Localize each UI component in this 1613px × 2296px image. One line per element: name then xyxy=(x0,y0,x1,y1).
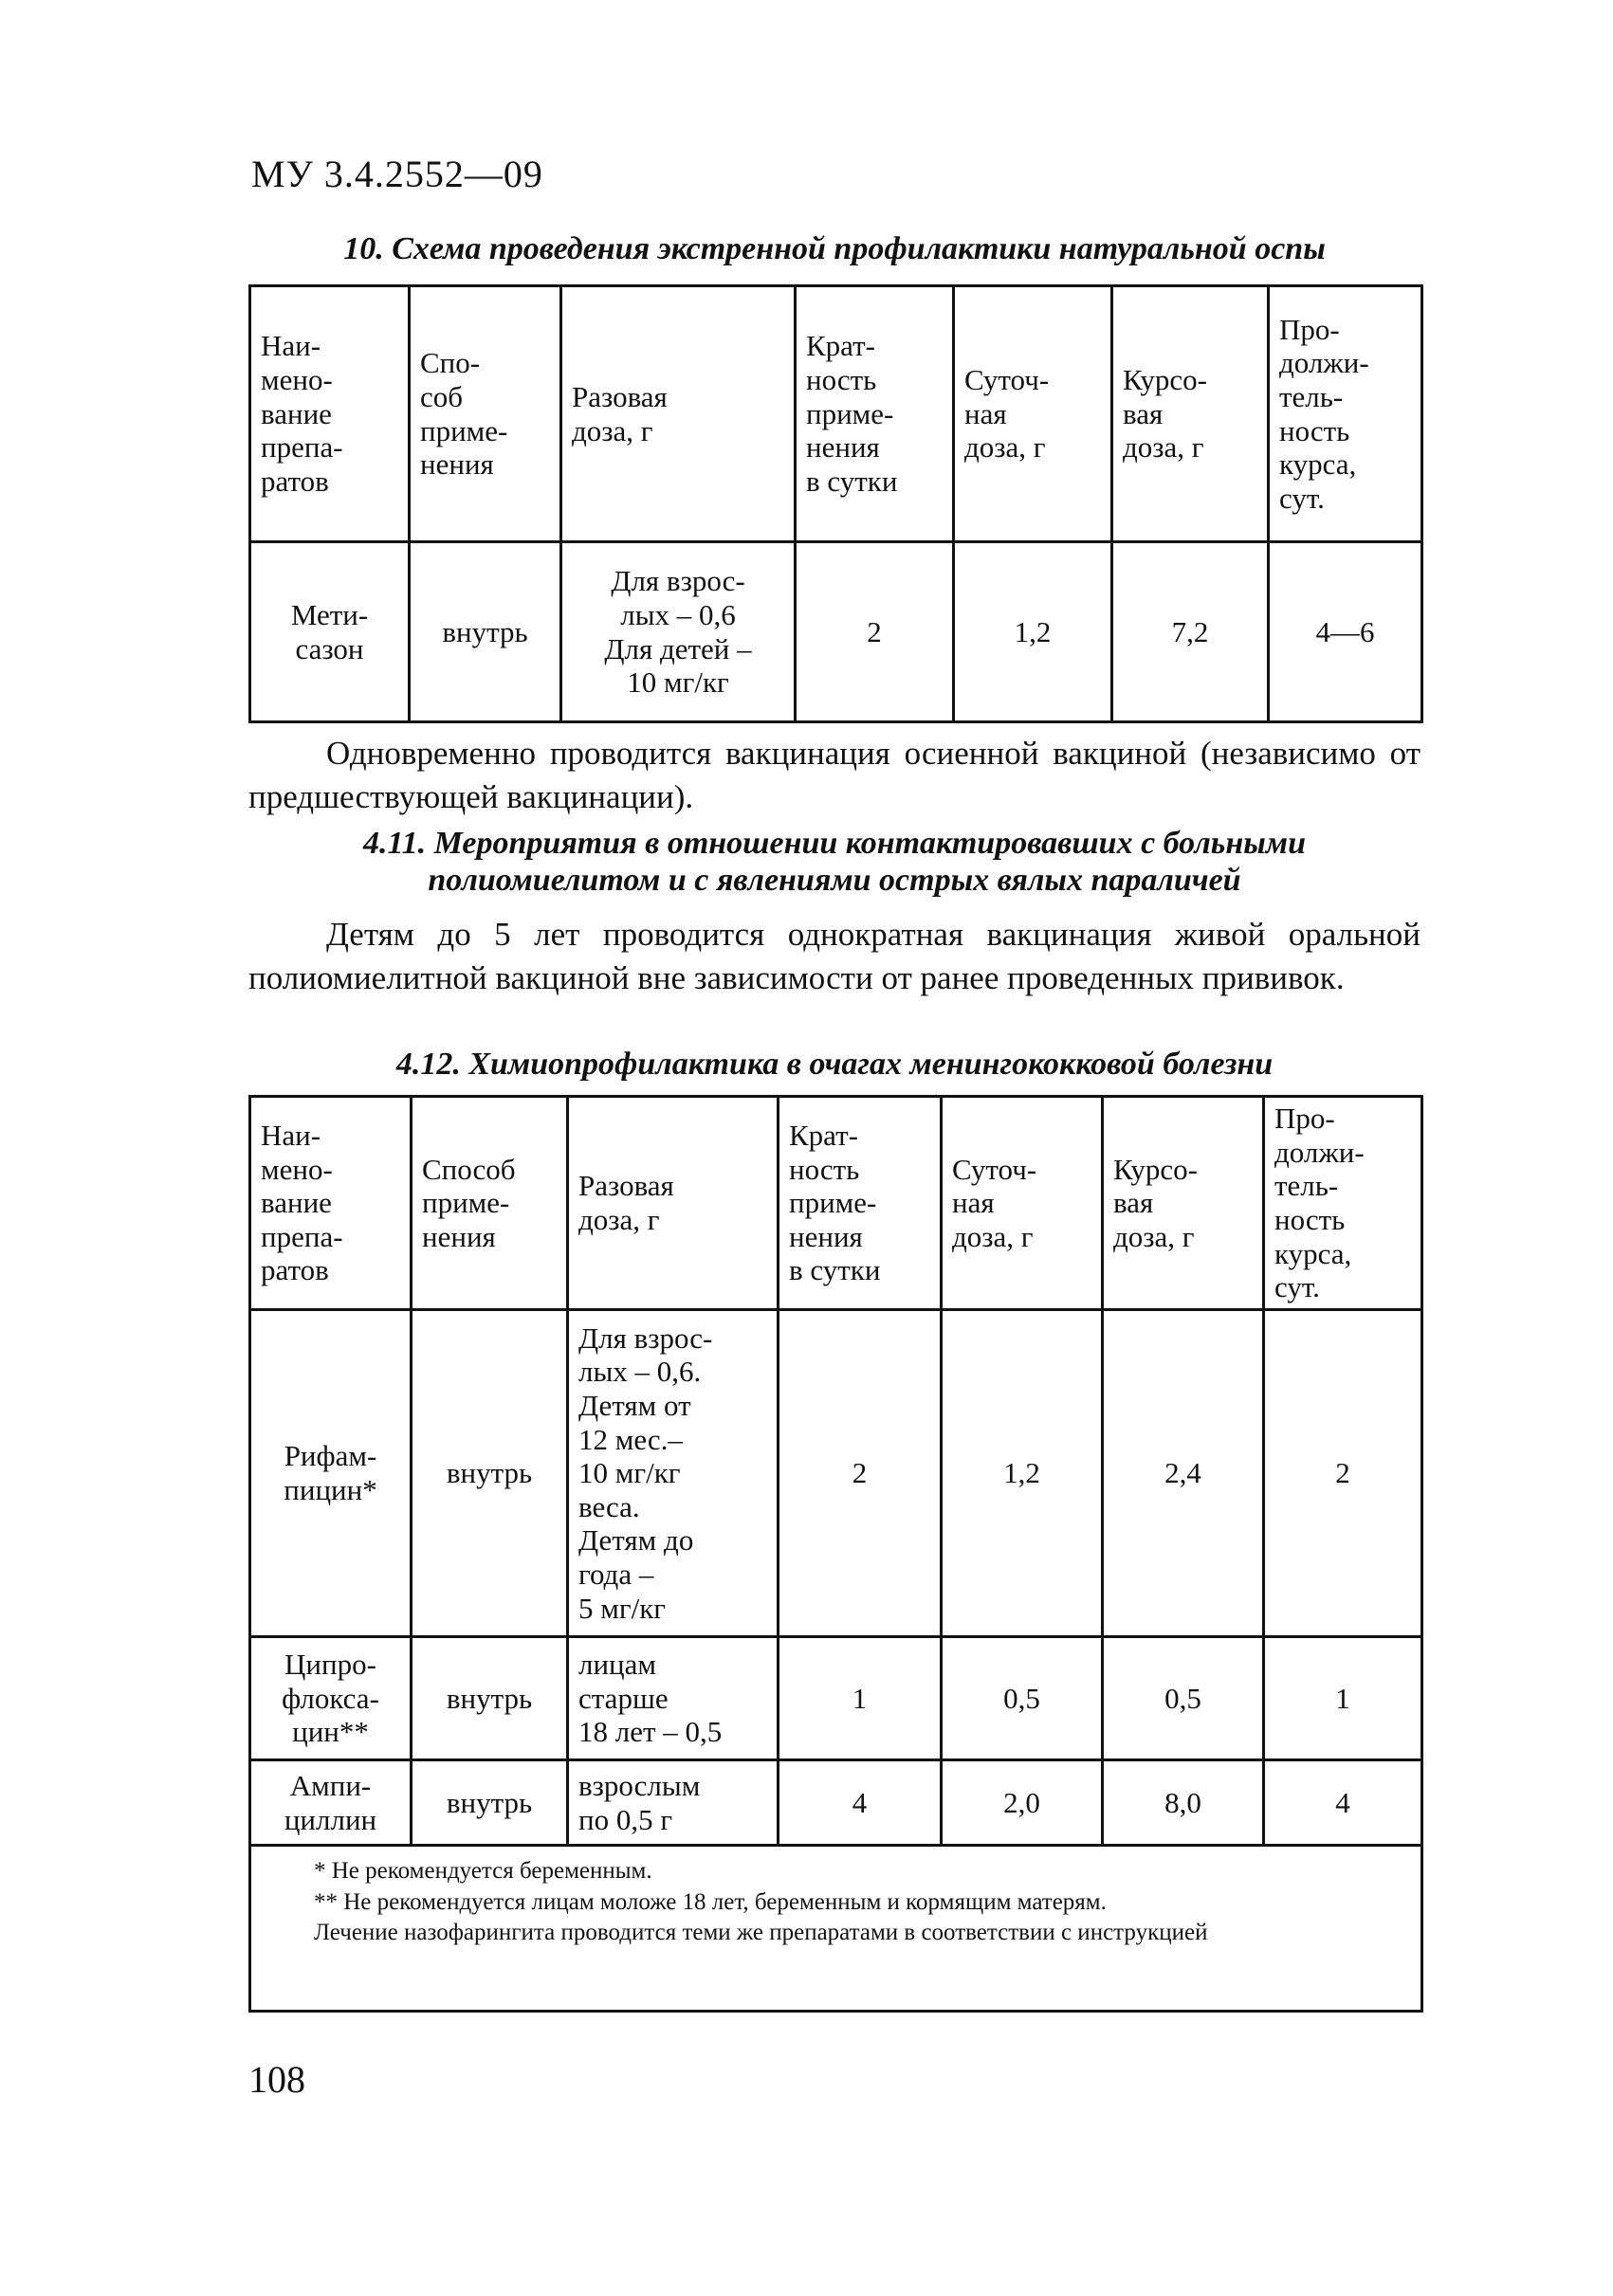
col-single-dose: Разовая доза, г xyxy=(561,286,796,542)
footnote-age-restriction: ** Не рекомендуется лицам моложе 18 лет, беременным и кормящим матерям. xyxy=(314,1888,1107,1915)
cell-frequency: 2 xyxy=(779,1310,942,1637)
col-course-dose: Курсо- вая доза, г xyxy=(1112,286,1269,542)
col-administration: Спо- соб приме- нения xyxy=(410,286,561,542)
cell-daily-dose: 1,2 xyxy=(954,542,1112,722)
col-duration: Про- должи- тель- ность курса, сут. xyxy=(1264,1097,1422,1310)
table-header-row xyxy=(250,286,1422,542)
table-header-row xyxy=(250,1097,1422,1310)
cell-route: внутрь xyxy=(412,1310,568,1637)
cell-frequency: 4 xyxy=(779,1760,942,1846)
cell-daily-dose: 1,2 xyxy=(942,1310,1103,1637)
cell-course-dose: 7,2 xyxy=(1112,542,1269,722)
col-course-dose: Курсо- вая доза, г xyxy=(1103,1097,1264,1310)
cell-course-dose: 2,4 xyxy=(1103,1310,1264,1637)
col-frequency: Крат- ность приме- нения в сутки xyxy=(796,286,954,542)
col-daily-dose: Суточ- ная доза, г xyxy=(954,286,1112,542)
cell-single-dose: лицам старше 18 лет – 0,5 xyxy=(568,1637,779,1760)
cell-frequency: 1 xyxy=(779,1637,942,1760)
table-meningococcal-chemoprophylaxis xyxy=(248,1095,1423,2013)
cell-single-dose: Для взрос- лых – 0,6 Для детей – 10 мг/кг xyxy=(561,542,796,722)
table-row xyxy=(250,1760,1422,1846)
table-10-caption: 10. Схема проведения экстренной профилактики натуральной оспы xyxy=(343,231,1326,266)
col-drug-name: Наи- мено- вание препа- ратов xyxy=(250,1097,412,1310)
section-4-11-text: Детям до 5 лет проводится однократная вакцинация живой оральной полиомиелитной вакциной вне зависимости от ранее проведенных прививок. xyxy=(248,916,1421,996)
col-administration: Способ приме- нения xyxy=(412,1097,568,1310)
footnotes-row xyxy=(250,1846,1422,2012)
col-duration: Про- должи- тель- ность курса, сут. xyxy=(1269,286,1422,542)
table-footnotes xyxy=(250,1846,1422,2012)
cell-duration: 4—6 xyxy=(1269,542,1422,722)
col-daily-dose: Суточ- ная доза, г xyxy=(942,1097,1103,1310)
cell-course-dose: 8,0 xyxy=(1103,1760,1264,1846)
cell-daily-dose: 2,0 xyxy=(942,1760,1103,1846)
cell-frequency: 2 xyxy=(796,542,954,722)
table-smallpox-prophylaxis xyxy=(248,284,1423,723)
cell-route: внутрь xyxy=(412,1760,568,1846)
table-row xyxy=(250,542,1422,722)
table-row xyxy=(250,1310,1422,1637)
page-number: 108 xyxy=(248,2058,305,2101)
col-drug-name: Наи- мено- вание препа- ратов xyxy=(250,286,410,542)
cell-duration: 2 xyxy=(1264,1310,1422,1637)
vaccination-paragraph: Одновременно проводится вакцинация осиенной вакциной (независимо от предшествующей вакцинации). xyxy=(248,735,1421,815)
section-4-11-heading: 4.11. Мероприятия в отношении контактировавших с больными полиомиелитом и с явлениями острых вялых параличей xyxy=(363,826,1306,899)
cell-drug: Мети- сазон xyxy=(250,542,410,722)
footnote-nasopharyngitis: Лечение назофарингита проводится теми же препаратами в соответствии с инструкцией xyxy=(314,1920,1208,1945)
cell-single-dose: взрослым по 0,5 г xyxy=(568,1760,779,1846)
cell-course-dose: 0,5 xyxy=(1103,1637,1264,1760)
page-header: МУ 3.4.2552—09 xyxy=(251,153,543,195)
cell-drug: Ципро- флокса- цин** xyxy=(250,1637,412,1760)
section-4-12-caption: 4.12. Химиопрофилактика в очагах менингококковой болезни xyxy=(395,1047,1274,1082)
cell-drug: Ампи- циллин xyxy=(250,1760,412,1846)
table-row xyxy=(250,1637,1422,1760)
col-frequency: Крат- ность приме- нения в сутки xyxy=(779,1097,942,1310)
cell-route: внутрь xyxy=(410,542,561,722)
col-single-dose: Разовая доза, г xyxy=(568,1097,779,1310)
cell-daily-dose: 0,5 xyxy=(942,1637,1103,1760)
cell-duration: 1 xyxy=(1264,1637,1422,1760)
cell-route: внутрь xyxy=(412,1637,568,1760)
footnote-pregnant: * Не рекомендуется беременным. xyxy=(314,1858,652,1884)
cell-drug: Рифам- пицин* xyxy=(250,1310,412,1637)
cell-duration: 4 xyxy=(1264,1760,1422,1846)
cell-single-dose: Для взрос- лых – 0,6. Детям от 12 мес.– 10 мг/кг веса. Детям до года – 5 мг/кг xyxy=(568,1310,779,1637)
